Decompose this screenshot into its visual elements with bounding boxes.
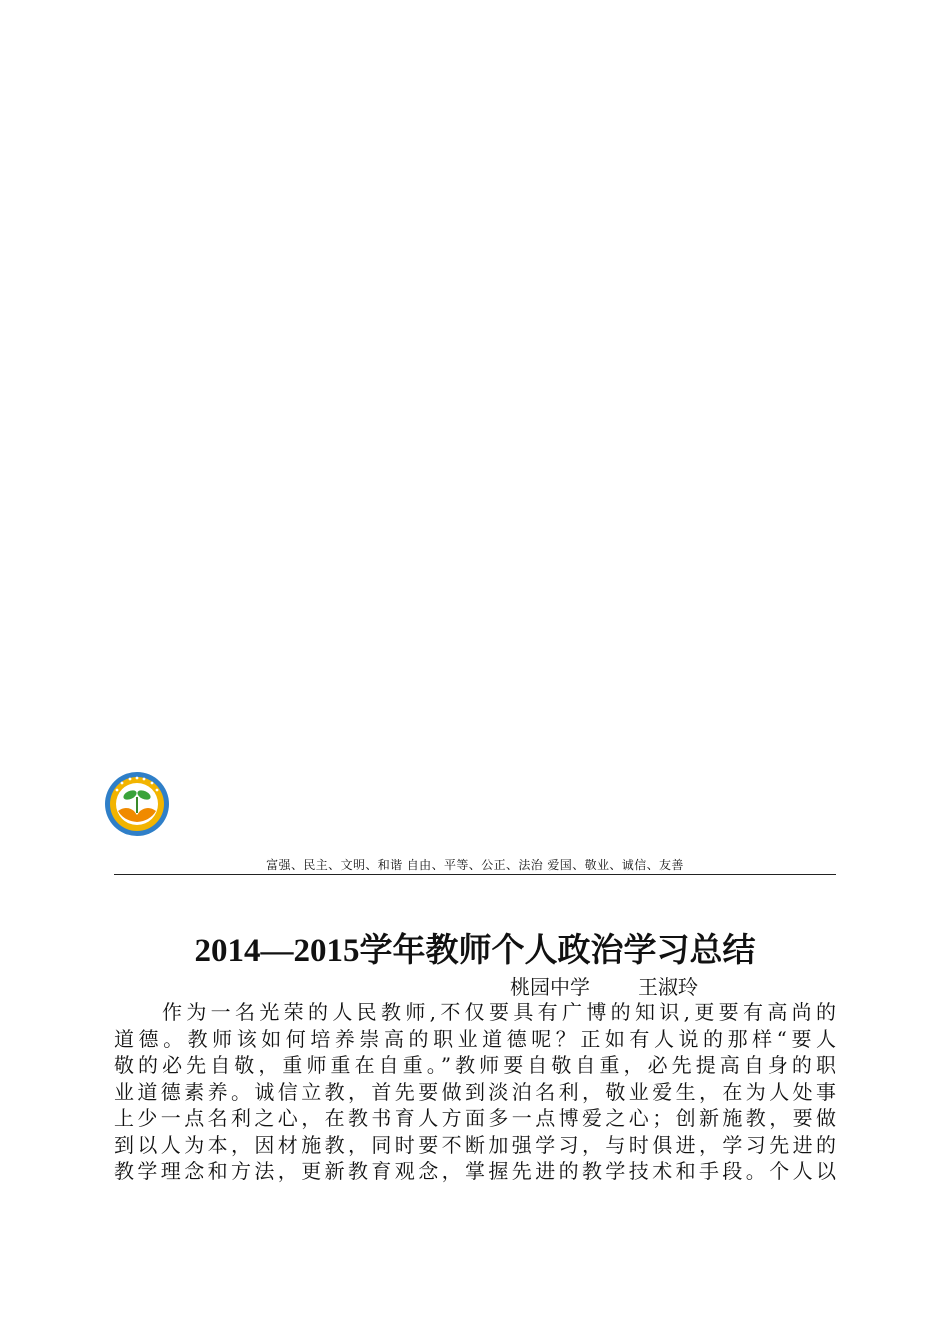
body-paragraph (114, 999, 836, 1185)
author-line (510, 974, 698, 1000)
paragraph-line: 到以人为本，因材施教，同时要不断加强学习，与时俱进，学习先进的 (114, 1132, 836, 1157)
paragraph-line: 敬的必先自敬，重师重在自重。”教师要自敬自重，必先提高自身的职 (114, 1053, 836, 1077)
header-slogan: 富强、民主、文明、和谐 自由、平等、公正、法治 爱国、敬业、诚信、友善 (266, 858, 684, 872)
paragraph-line: 上少一点名利之心，在教书育人方面多一点博爱之心；创新施教，要做 (114, 1106, 836, 1130)
paragraph-line: 教学理念和方法，更新教育观念，掌握先进的教学技术和手段。个人以 (114, 1159, 836, 1183)
school-emblem-icon (104, 771, 170, 837)
paragraph-line: 业道德素养。诚信立教，首先要做到淡泊名利，敬业爱生，在为人处事 (114, 1079, 836, 1104)
paragraph-line: 作为一名光荣的人民教师,不仅要具有广博的知识,更要有高尚的 (162, 1000, 836, 1024)
school-name: 桃园中学 (510, 975, 590, 999)
paragraph-line: 道德。教师该如何培养崇高的职业道德呢？正如有人说的那样“要人 (114, 1026, 836, 1051)
document-title: 2014—2015学年教师个人政治学习总结 (194, 933, 756, 969)
author-name: 王淑玲 (638, 975, 698, 999)
header-divider (114, 874, 836, 875)
